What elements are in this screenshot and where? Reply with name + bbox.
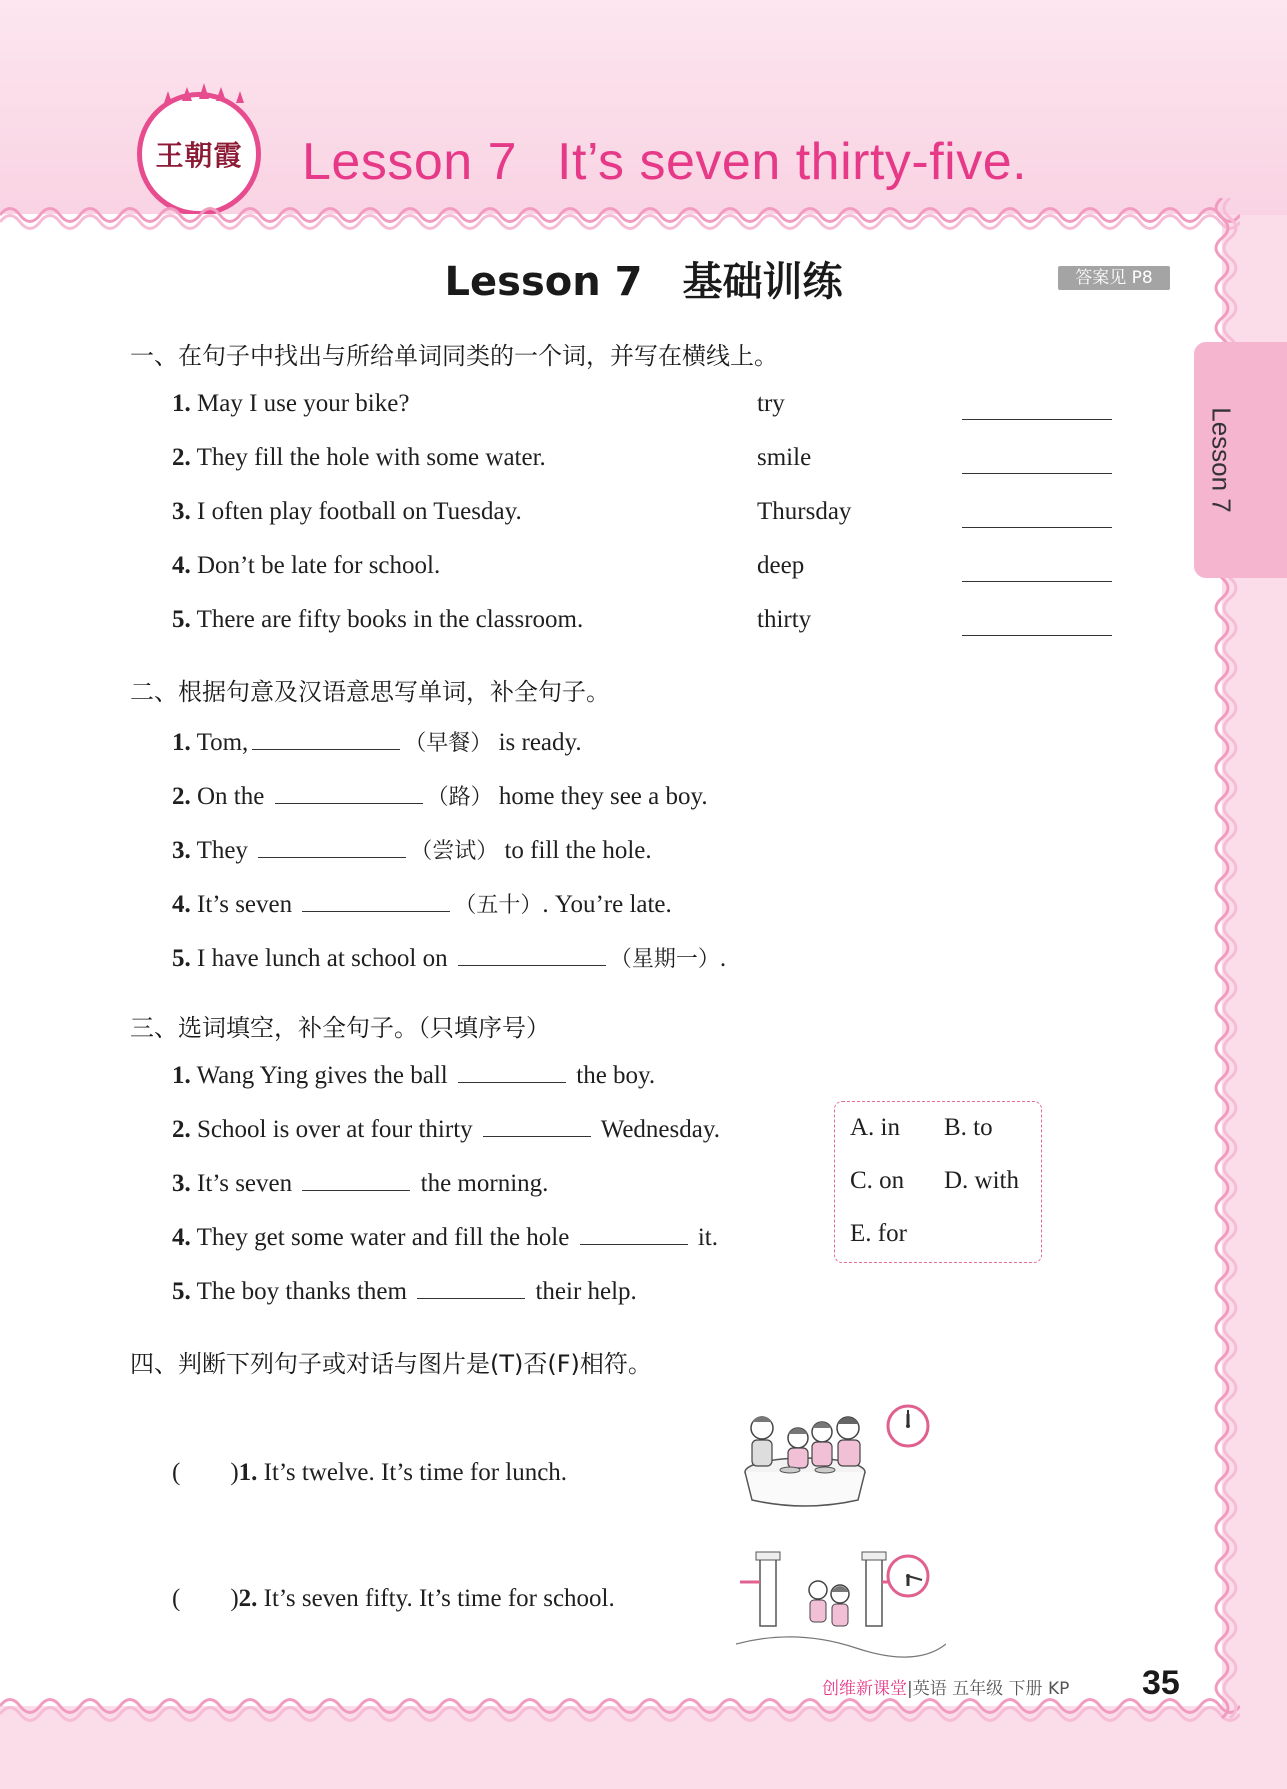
item-before: Wang Ying gives the ball	[196, 1062, 448, 1089]
section2-title: 二、根据句意及汉语意思写单词，补全句子。	[130, 678, 610, 706]
s2-answer-blank-4[interactable]	[302, 911, 450, 912]
section-heading: Lesson 7 基础训练	[444, 259, 843, 305]
item-num: 3.	[172, 498, 191, 525]
s2-answer-blank-5[interactable]	[458, 965, 606, 966]
item-after: the boy.	[576, 1062, 656, 1089]
item-hint: （五十）	[454, 893, 543, 918]
item-after: the morning.	[420, 1170, 549, 1197]
item-text: It’s twelve. It’s time for lunch.	[263, 1459, 568, 1486]
s2-item-2	[172, 780, 708, 811]
s3-answer-blank-5[interactable]	[417, 1298, 525, 1299]
item-after: Wednesday.	[600, 1116, 720, 1143]
title-text: It’s seven thirty-five.	[557, 133, 1028, 191]
s1-item-1	[172, 390, 409, 418]
item-num: 2.	[172, 783, 191, 810]
item-num: 1.	[238, 1459, 258, 1486]
item-after: home they see a boy.	[498, 783, 708, 810]
item-num: 2.	[238, 1585, 258, 1612]
item-before: School is over at four thirty	[197, 1116, 473, 1143]
brand-name: 创维新课堂	[822, 1679, 907, 1699]
item-before: Tom,	[196, 729, 249, 756]
s4-item-1	[172, 1452, 567, 1488]
s3-item-4	[172, 1224, 718, 1252]
book-info: 英语 五年级 下册 KP	[912, 1679, 1070, 1699]
option-c: C. on	[850, 1167, 905, 1194]
answer-reference-tag: 答案见 P8	[1058, 266, 1170, 290]
item-text: I often play football on Tuesday.	[197, 498, 522, 525]
s2-item-5	[172, 942, 726, 973]
clock-icon	[888, 1406, 928, 1446]
item-before: They	[196, 837, 248, 864]
s1-answer-blank-4[interactable]	[962, 581, 1112, 582]
title-lesson: Lesson 7	[302, 133, 518, 191]
s1-item-3	[172, 498, 522, 526]
s3-answer-blank-4[interactable]	[580, 1244, 688, 1245]
item-num: 4.	[172, 552, 191, 579]
s1-word-4: deep	[757, 552, 805, 579]
item-hint: （早餐）	[404, 731, 493, 756]
s2-item-4	[172, 888, 672, 919]
s1-word-1: try	[757, 390, 785, 417]
s1-item-5	[172, 606, 583, 634]
item-num: 5.	[172, 945, 191, 972]
s3-answer-blank-1[interactable]	[458, 1082, 566, 1083]
s1-word-5: thirty	[757, 606, 812, 633]
option-e: E. for	[850, 1220, 907, 1247]
item-num: 1.	[172, 729, 191, 756]
item-before: It’s seven	[197, 891, 293, 918]
s3-answer-blank-2[interactable]	[483, 1136, 591, 1137]
item-before: The boy thanks them	[196, 1278, 407, 1305]
s3-item-5	[172, 1278, 637, 1306]
option-d: D. with	[944, 1167, 1019, 1194]
s1-answer-blank-5[interactable]	[962, 635, 1112, 636]
item-text: May I use your bike?	[197, 390, 410, 417]
footer-brand	[822, 1674, 1069, 1699]
item-after: is ready.	[498, 729, 582, 756]
brand-separator: |	[907, 1679, 913, 1699]
tf-answer-box-2[interactable]: ( )	[172, 1585, 239, 1612]
item-after: . You’re late.	[542, 891, 672, 918]
item-after: to fill the hole.	[504, 837, 652, 864]
clock-icon	[888, 1556, 928, 1596]
s1-answer-blank-3[interactable]	[962, 527, 1112, 528]
item-hint: （星期一）	[609, 947, 720, 972]
section1-title: 一、在句子中找出与所给单词同类的一个词，并写在横线上。	[130, 342, 778, 370]
wave-border-bottom	[0, 1694, 1240, 1728]
s2-item-3	[172, 834, 652, 865]
lunch-table-picture	[740, 1400, 940, 1510]
item-num: 1.	[172, 390, 191, 417]
s1-answer-blank-2[interactable]	[962, 473, 1112, 474]
item-before: On the	[197, 783, 265, 810]
s1-word-3: Thursday	[757, 498, 852, 525]
s1-word-2: smile	[757, 444, 812, 471]
school-gate-picture	[736, 1548, 946, 1658]
section3-title: 三、选词填空，补全句子。（只填序号）	[130, 1014, 550, 1042]
page-title	[302, 132, 1027, 192]
s1-item-2	[172, 444, 546, 472]
s4-item-2	[172, 1578, 615, 1614]
s3-item-2	[172, 1116, 720, 1144]
item-text: It’s seven fifty. It’s time for school.	[263, 1585, 615, 1612]
item-num: 5.	[172, 1278, 191, 1305]
logo-text: 王朝霞	[155, 139, 243, 172]
s2-item-1	[172, 726, 582, 757]
s1-answer-blank-1[interactable]	[962, 419, 1112, 420]
item-text: They fill the hole with some water.	[196, 444, 546, 471]
item-num: 3.	[172, 837, 191, 864]
wave-border-top	[0, 198, 1240, 232]
s1-item-4	[172, 552, 440, 580]
item-num: 3.	[172, 1170, 191, 1197]
s2-answer-blank-3[interactable]	[258, 857, 406, 858]
item-after: it.	[697, 1224, 719, 1251]
side-tab-label: Lesson 7	[1206, 407, 1237, 513]
item-before: It’s seven	[197, 1170, 293, 1197]
tf-answer-box-1[interactable]: ( )	[172, 1459, 239, 1486]
s3-item-1	[172, 1062, 655, 1090]
s2-answer-blank-1[interactable]	[252, 749, 400, 750]
item-after: their help.	[535, 1278, 637, 1305]
item-hint: （路）	[426, 785, 493, 810]
item-num: 5.	[172, 606, 191, 633]
section4-title: 四、判断下列句子或对话与图片是(T)否(F)相符。	[130, 1350, 652, 1378]
item-num: 1.	[172, 1062, 191, 1089]
page-number: 35	[1142, 1664, 1180, 1702]
item-before: They get some water and fill the hole	[196, 1224, 570, 1251]
item-after: .	[719, 945, 727, 972]
item-before: I have lunch at school on	[197, 945, 448, 972]
item-text: There are fifty books in the classroom.	[196, 606, 584, 633]
item-num: 4.	[172, 1224, 191, 1251]
option-a: A. in	[850, 1114, 900, 1141]
option-b: B. to	[944, 1114, 993, 1141]
item-hint: （尝试）	[410, 839, 499, 864]
s2-answer-blank-2[interactable]	[275, 803, 423, 804]
item-num: 2.	[172, 444, 191, 471]
item-num: 2.	[172, 1116, 191, 1143]
item-num: 4.	[172, 891, 191, 918]
s3-item-3	[172, 1170, 548, 1198]
s3-answer-blank-3[interactable]	[302, 1190, 410, 1191]
crown-icon	[154, 83, 254, 107]
item-text: Don’t be late for school.	[197, 552, 441, 579]
